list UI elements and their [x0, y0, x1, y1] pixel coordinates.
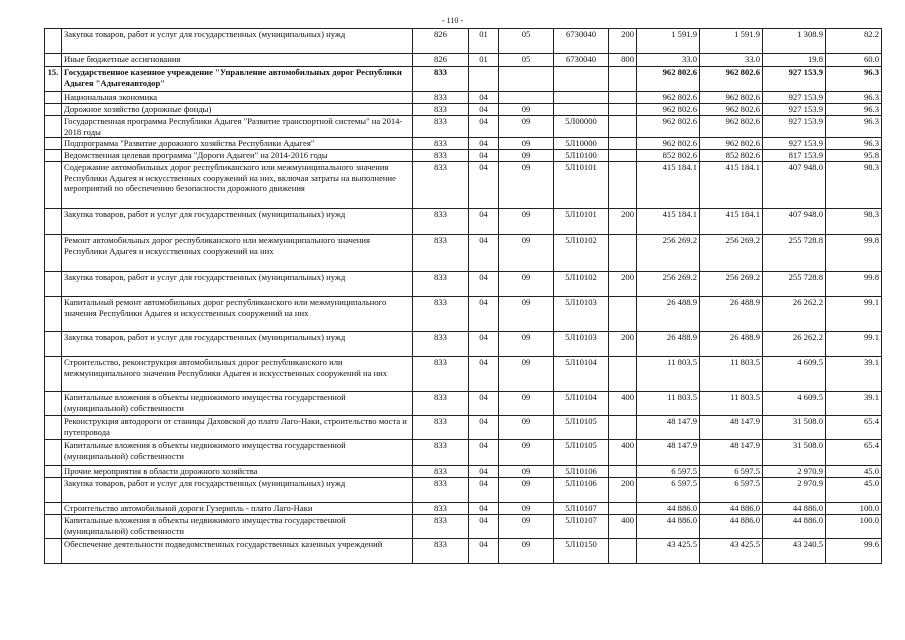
- section-code-cell: 04: [469, 357, 499, 392]
- subsection-code-cell: 09: [499, 357, 554, 392]
- approved-amount-cell: 33.0: [637, 54, 700, 67]
- ministry-code-cell: 833: [413, 297, 469, 332]
- refined-amount-cell: 852 802.6: [700, 150, 763, 162]
- subsection-code-cell: 09: [499, 466, 554, 478]
- table-row: [45, 392, 882, 416]
- row-number-cell: [45, 332, 62, 357]
- row-name-cell: Ведомственная целевая программа "Дороги Адыгеи" на 2014-2016 годы: [62, 150, 413, 162]
- approved-amount-cell: 11 803.5: [637, 357, 700, 392]
- table-row: [45, 235, 882, 272]
- row-number-cell: [45, 116, 62, 138]
- table-row: [45, 92, 882, 104]
- executed-amount-cell: 255 728.8: [763, 272, 826, 297]
- row-number-cell: [45, 392, 62, 416]
- expense-type-cell: 400: [609, 440, 637, 466]
- target-article-cell: 5Л10105: [554, 440, 609, 466]
- table-row: [45, 515, 882, 539]
- refined-amount-cell: 48 147.9: [700, 416, 763, 440]
- target-article-cell: 5Л10107: [554, 503, 609, 515]
- target-article-cell: 5Л10000: [554, 138, 609, 150]
- approved-amount-cell: 11 803.5: [637, 392, 700, 416]
- table-row: [45, 416, 882, 440]
- budget-table: [44, 28, 882, 564]
- execution-percent-cell: 99.1: [826, 332, 882, 357]
- expense-type-cell: [609, 416, 637, 440]
- refined-amount-cell: 415 184.1: [700, 209, 763, 235]
- section-code-cell: 04: [469, 104, 499, 116]
- row-number-cell: [45, 503, 62, 515]
- row-number-cell: [45, 297, 62, 332]
- subsection-code-cell: 09: [499, 392, 554, 416]
- approved-amount-cell: 26 488.9: [637, 297, 700, 332]
- section-code-cell: [469, 67, 499, 92]
- expense-type-cell: 400: [609, 392, 637, 416]
- row-name-cell: Ремонт автомобильных дорог республиканского или межмуниципального значения Республики Адыгея и искусственных сооружений на них: [62, 235, 413, 272]
- execution-percent-cell: 100.0: [826, 515, 882, 539]
- ministry-code-cell: 833: [413, 235, 469, 272]
- execution-percent-cell: 100.0: [826, 503, 882, 515]
- subsection-code-cell: 09: [499, 503, 554, 515]
- execution-percent-cell: 95.8: [826, 150, 882, 162]
- row-number-cell: [45, 515, 62, 539]
- approved-amount-cell: 1 591.9: [637, 29, 700, 54]
- row-number-cell: [45, 150, 62, 162]
- executed-amount-cell: 19.8: [763, 54, 826, 67]
- refined-amount-cell: 962 802.6: [700, 138, 763, 150]
- row-number-cell: [45, 466, 62, 478]
- executed-amount-cell: 927 153.9: [763, 138, 826, 150]
- section-code-cell: 04: [469, 392, 499, 416]
- executed-amount-cell: 255 728.8: [763, 235, 826, 272]
- table-row: [45, 297, 882, 332]
- execution-percent-cell: 45.0: [826, 466, 882, 478]
- target-article-cell: [554, 67, 609, 92]
- table-row: [45, 67, 882, 92]
- subsection-code-cell: 09: [499, 297, 554, 332]
- row-number-cell: [45, 92, 62, 104]
- approved-amount-cell: 415 184.1: [637, 209, 700, 235]
- row-number-cell: [45, 478, 62, 503]
- table-row: [45, 332, 882, 357]
- refined-amount-cell: 1 591.9: [700, 29, 763, 54]
- target-article-cell: 5Л00000: [554, 116, 609, 138]
- row-name-cell: Дорожное хозяйство (дорожные фонды): [62, 104, 413, 116]
- target-article-cell: 5Л10107: [554, 515, 609, 539]
- section-code-cell: 01: [469, 54, 499, 67]
- executed-amount-cell: 817 153.9: [763, 150, 826, 162]
- refined-amount-cell: 26 488.9: [700, 332, 763, 357]
- expense-type-cell: [609, 92, 637, 104]
- executed-amount-cell: 407 948.0: [763, 209, 826, 235]
- approved-amount-cell: 48 147.9: [637, 440, 700, 466]
- target-article-cell: 5Л10104: [554, 392, 609, 416]
- table-row: [45, 162, 882, 209]
- expense-type-cell: 800: [609, 54, 637, 67]
- target-article-cell: 5Л10102: [554, 272, 609, 297]
- expense-type-cell: [609, 466, 637, 478]
- row-number-cell: [45, 162, 62, 209]
- row-number-cell: [45, 440, 62, 466]
- section-code-cell: 04: [469, 297, 499, 332]
- table-row: [45, 272, 882, 297]
- section-code-cell: 04: [469, 416, 499, 440]
- refined-amount-cell: 11 803.5: [700, 357, 763, 392]
- expense-type-cell: 200: [609, 332, 637, 357]
- row-number-cell: 15.: [45, 67, 62, 92]
- approved-amount-cell: 6 597.5: [637, 466, 700, 478]
- table-row: [45, 29, 882, 54]
- executed-amount-cell: 407 948.0: [763, 162, 826, 209]
- executed-amount-cell: 927 153.9: [763, 104, 826, 116]
- approved-amount-cell: 962 802.6: [637, 138, 700, 150]
- section-code-cell: 04: [469, 235, 499, 272]
- approved-amount-cell: 962 802.6: [637, 104, 700, 116]
- row-name-cell: Строительство, реконструкция автомобильных дорог республиканского или межмуниципального значения Республики Адыгея и искусственных сооружений на них: [62, 357, 413, 392]
- refined-amount-cell: 256 269.2: [700, 235, 763, 272]
- section-code-cell: 04: [469, 478, 499, 503]
- executed-amount-cell: 2 970.9: [763, 466, 826, 478]
- section-code-cell: 04: [469, 92, 499, 104]
- ministry-code-cell: 833: [413, 138, 469, 150]
- table-row: [45, 54, 882, 67]
- ministry-code-cell: 833: [413, 116, 469, 138]
- execution-percent-cell: 96.3: [826, 116, 882, 138]
- executed-amount-cell: 927 153.9: [763, 67, 826, 92]
- subsection-code-cell: 09: [499, 539, 554, 564]
- expense-type-cell: [609, 104, 637, 116]
- row-name-cell: Капитальные вложения в объекты недвижимого имущества государственной (муниципальной) собственности: [62, 515, 413, 539]
- approved-amount-cell: 256 269.2: [637, 272, 700, 297]
- executed-amount-cell: 2 970.9: [763, 478, 826, 503]
- row-name-cell: Закупка товаров, работ и услуг для государственных (муниципальных) нужд: [62, 478, 413, 503]
- row-name-cell: Реконструкция автодороги от станицы Даховской до плато Лаго-Наки, строительство моста и путепровода: [62, 416, 413, 440]
- subsection-code-cell: [499, 67, 554, 92]
- ministry-code-cell: 833: [413, 515, 469, 539]
- subsection-code-cell: 09: [499, 138, 554, 150]
- refined-amount-cell: 962 802.6: [700, 104, 763, 116]
- row-number-cell: [45, 357, 62, 392]
- section-code-cell: 04: [469, 209, 499, 235]
- expense-type-cell: [609, 67, 637, 92]
- refined-amount-cell: 33.0: [700, 54, 763, 67]
- target-article-cell: [554, 92, 609, 104]
- ministry-code-cell: 833: [413, 503, 469, 515]
- executed-amount-cell: 1 308.9: [763, 29, 826, 54]
- refined-amount-cell: 26 488.9: [700, 297, 763, 332]
- subsection-code-cell: 09: [499, 515, 554, 539]
- ministry-code-cell: 826: [413, 29, 469, 54]
- subsection-code-cell: 09: [499, 150, 554, 162]
- approved-amount-cell: 6 597.5: [637, 478, 700, 503]
- section-code-cell: 04: [469, 539, 499, 564]
- section-code-cell: 04: [469, 440, 499, 466]
- ministry-code-cell: 833: [413, 332, 469, 357]
- refined-amount-cell: 962 802.6: [700, 67, 763, 92]
- executed-amount-cell: 31 508.0: [763, 440, 826, 466]
- ministry-code-cell: 833: [413, 104, 469, 116]
- section-code-cell: 01: [469, 29, 499, 54]
- approved-amount-cell: 852 802.6: [637, 150, 700, 162]
- execution-percent-cell: 99.1: [826, 297, 882, 332]
- execution-percent-cell: 99.8: [826, 235, 882, 272]
- table-row: [45, 503, 882, 515]
- executed-amount-cell: 44 886.0: [763, 515, 826, 539]
- executed-amount-cell: 4 609.5: [763, 392, 826, 416]
- subsection-code-cell: [499, 92, 554, 104]
- ministry-code-cell: 833: [413, 440, 469, 466]
- row-number-cell: [45, 209, 62, 235]
- table-row: [45, 478, 882, 503]
- row-name-cell: Закупка товаров, работ и услуг для государственных (муниципальных) нужд: [62, 209, 413, 235]
- row-name-cell: Содержание автомобильных дорог республиканского или межмуниципального значения Республики Адыгея и искусственных сооружений на них, включая затраты на выполнение мероприятий по обеспечению безопасности дорожного движения: [62, 162, 413, 209]
- refined-amount-cell: 11 803.5: [700, 392, 763, 416]
- ministry-code-cell: 833: [413, 392, 469, 416]
- ministry-code-cell: 833: [413, 150, 469, 162]
- row-number-cell: [45, 138, 62, 150]
- expense-type-cell: 200: [609, 209, 637, 235]
- expense-type-cell: [609, 297, 637, 332]
- row-number-cell: [45, 272, 62, 297]
- executed-amount-cell: 26 262.2: [763, 332, 826, 357]
- target-article-cell: 5Л10150: [554, 539, 609, 564]
- ministry-code-cell: 833: [413, 92, 469, 104]
- table-row: [45, 357, 882, 392]
- executed-amount-cell: 26 262.2: [763, 297, 826, 332]
- refined-amount-cell: 962 802.6: [700, 116, 763, 138]
- target-article-cell: 5Л10102: [554, 235, 609, 272]
- section-code-cell: 04: [469, 503, 499, 515]
- section-code-cell: 04: [469, 138, 499, 150]
- approved-amount-cell: 256 269.2: [637, 235, 700, 272]
- execution-percent-cell: 99.8: [826, 272, 882, 297]
- table-row: [45, 440, 882, 466]
- ministry-code-cell: 833: [413, 416, 469, 440]
- row-number-cell: [45, 235, 62, 272]
- approved-amount-cell: 44 886.0: [637, 503, 700, 515]
- approved-amount-cell: 44 886.0: [637, 515, 700, 539]
- page-number: - 110 -: [441, 16, 464, 25]
- ministry-code-cell: 833: [413, 67, 469, 92]
- refined-amount-cell: 43 425.5: [700, 539, 763, 564]
- table-row: [45, 466, 882, 478]
- executed-amount-cell: 43 240.5: [763, 539, 826, 564]
- section-code-cell: 04: [469, 116, 499, 138]
- refined-amount-cell: 6 597.5: [700, 478, 763, 503]
- subsection-code-cell: 09: [499, 104, 554, 116]
- target-article-cell: 5Л10104: [554, 357, 609, 392]
- row-name-cell: Закупка товаров, работ и услуг для государственных (муниципальных) нужд: [62, 272, 413, 297]
- row-name-cell: Капитальный ремонт автомобильных дорог республиканского или межмуниципального значения Республики Адыгея и искусственных сооружений на них: [62, 297, 413, 332]
- row-name-cell: Государственное казенное учреждение "Управление автомобильных дорог Республики Адыгея "Адыгеяавтодор": [62, 67, 413, 92]
- target-article-cell: 5Л10106: [554, 466, 609, 478]
- expense-type-cell: 200: [609, 272, 637, 297]
- expense-type-cell: [609, 357, 637, 392]
- section-code-cell: 04: [469, 332, 499, 357]
- ministry-code-cell: 833: [413, 539, 469, 564]
- execution-percent-cell: 96.3: [826, 104, 882, 116]
- section-code-cell: 04: [469, 466, 499, 478]
- execution-percent-cell: 65.4: [826, 416, 882, 440]
- ministry-code-cell: 833: [413, 272, 469, 297]
- target-article-cell: 5Л10103: [554, 297, 609, 332]
- refined-amount-cell: 48 147.9: [700, 440, 763, 466]
- table-row: [45, 116, 882, 138]
- subsection-code-cell: 09: [499, 209, 554, 235]
- row-name-cell: Строительство автомобильной дороги Гузерипль - плато Лаго-Наки: [62, 503, 413, 515]
- ministry-code-cell: 833: [413, 209, 469, 235]
- refined-amount-cell: 962 802.6: [700, 92, 763, 104]
- row-name-cell: Подпрограмма "Развитие дорожного хозяйства Республики Адыгея": [62, 138, 413, 150]
- expense-type-cell: [609, 150, 637, 162]
- subsection-code-cell: 09: [499, 162, 554, 209]
- refined-amount-cell: 44 886.0: [700, 515, 763, 539]
- executed-amount-cell: 44 886.0: [763, 503, 826, 515]
- expense-type-cell: [609, 138, 637, 150]
- approved-amount-cell: 962 802.6: [637, 116, 700, 138]
- row-name-cell: Капитальные вложения в объекты недвижимого имущества государственной (муниципальной) собственности: [62, 440, 413, 466]
- ministry-code-cell: 833: [413, 357, 469, 392]
- target-article-cell: 5Л10100: [554, 150, 609, 162]
- execution-percent-cell: 96.3: [826, 67, 882, 92]
- expense-type-cell: [609, 503, 637, 515]
- executed-amount-cell: 927 153.9: [763, 92, 826, 104]
- execution-percent-cell: 96.3: [826, 138, 882, 150]
- section-code-cell: 04: [469, 272, 499, 297]
- expense-type-cell: [609, 539, 637, 564]
- executed-amount-cell: 4 609.5: [763, 357, 826, 392]
- row-name-cell: Прочие мероприятия в области дорожного хозяйства: [62, 466, 413, 478]
- execution-percent-cell: 45.0: [826, 478, 882, 503]
- refined-amount-cell: 415 184.1: [700, 162, 763, 209]
- execution-percent-cell: 82.2: [826, 29, 882, 54]
- approved-amount-cell: 415 184.1: [637, 162, 700, 209]
- table-row: [45, 104, 882, 116]
- refined-amount-cell: 44 886.0: [700, 503, 763, 515]
- target-article-cell: 5Л10101: [554, 209, 609, 235]
- subsection-code-cell: 09: [499, 416, 554, 440]
- row-number-cell: [45, 104, 62, 116]
- table-row: [45, 539, 882, 564]
- subsection-code-cell: 09: [499, 116, 554, 138]
- section-code-cell: 04: [469, 162, 499, 209]
- expense-type-cell: 400: [609, 515, 637, 539]
- execution-percent-cell: 39.1: [826, 392, 882, 416]
- approved-amount-cell: 43 425.5: [637, 539, 700, 564]
- execution-percent-cell: 98.3: [826, 162, 882, 209]
- section-code-cell: 04: [469, 515, 499, 539]
- executed-amount-cell: 31 508.0: [763, 416, 826, 440]
- subsection-code-cell: 09: [499, 478, 554, 503]
- subsection-code-cell: 09: [499, 235, 554, 272]
- approved-amount-cell: 962 802.6: [637, 92, 700, 104]
- execution-percent-cell: 98.3: [826, 209, 882, 235]
- table-row: [45, 138, 882, 150]
- row-name-cell: Закупка товаров, работ и услуг для государственных (муниципальных) нужд: [62, 29, 413, 54]
- target-article-cell: 6730040: [554, 29, 609, 54]
- executed-amount-cell: 927 153.9: [763, 116, 826, 138]
- target-article-cell: 5Л10106: [554, 478, 609, 503]
- subsection-code-cell: 09: [499, 332, 554, 357]
- table-row: [45, 150, 882, 162]
- row-name-cell: Государственная программа Республики Адыгея "Развитие транспортной системы" на 2014-2018 годы: [62, 116, 413, 138]
- target-article-cell: [554, 104, 609, 116]
- table-row: [45, 209, 882, 235]
- subsection-code-cell: 05: [499, 29, 554, 54]
- row-number-cell: [45, 416, 62, 440]
- target-article-cell: 6730040: [554, 54, 609, 67]
- expense-type-cell: [609, 116, 637, 138]
- refined-amount-cell: 256 269.2: [700, 272, 763, 297]
- expense-type-cell: [609, 235, 637, 272]
- approved-amount-cell: 26 488.9: [637, 332, 700, 357]
- section-code-cell: 04: [469, 150, 499, 162]
- target-article-cell: 5Л10105: [554, 416, 609, 440]
- row-number-cell: [45, 539, 62, 564]
- approved-amount-cell: 962 802.6: [637, 67, 700, 92]
- row-name-cell: Национальная экономика: [62, 92, 413, 104]
- target-article-cell: 5Л10103: [554, 332, 609, 357]
- expense-type-cell: 200: [609, 478, 637, 503]
- execution-percent-cell: 99.6: [826, 539, 882, 564]
- refined-amount-cell: 6 597.5: [700, 466, 763, 478]
- target-article-cell: 5Л10101: [554, 162, 609, 209]
- execution-percent-cell: 65.4: [826, 440, 882, 466]
- approved-amount-cell: 48 147.9: [637, 416, 700, 440]
- expense-type-cell: [609, 162, 637, 209]
- row-number-cell: [45, 29, 62, 54]
- ministry-code-cell: 833: [413, 478, 469, 503]
- row-name-cell: Обеспечение деятельности подведомственных государственных казенных учреждений: [62, 539, 413, 564]
- subsection-code-cell: 09: [499, 272, 554, 297]
- row-name-cell: Закупка товаров, работ и услуг для государственных (муниципальных) нужд: [62, 332, 413, 357]
- execution-percent-cell: 96.3: [826, 92, 882, 104]
- subsection-code-cell: 05: [499, 54, 554, 67]
- row-number-cell: [45, 54, 62, 67]
- ministry-code-cell: 826: [413, 54, 469, 67]
- execution-percent-cell: 60.0: [826, 54, 882, 67]
- row-name-cell: Иные бюджетные ассигнования: [62, 54, 413, 67]
- row-name-cell: Капитальные вложения в объекты недвижимого имущества государственной (муниципальной) собственности: [62, 392, 413, 416]
- expense-type-cell: 200: [609, 29, 637, 54]
- ministry-code-cell: 833: [413, 466, 469, 478]
- ministry-code-cell: 833: [413, 162, 469, 209]
- execution-percent-cell: 39.1: [826, 357, 882, 392]
- subsection-code-cell: 09: [499, 440, 554, 466]
